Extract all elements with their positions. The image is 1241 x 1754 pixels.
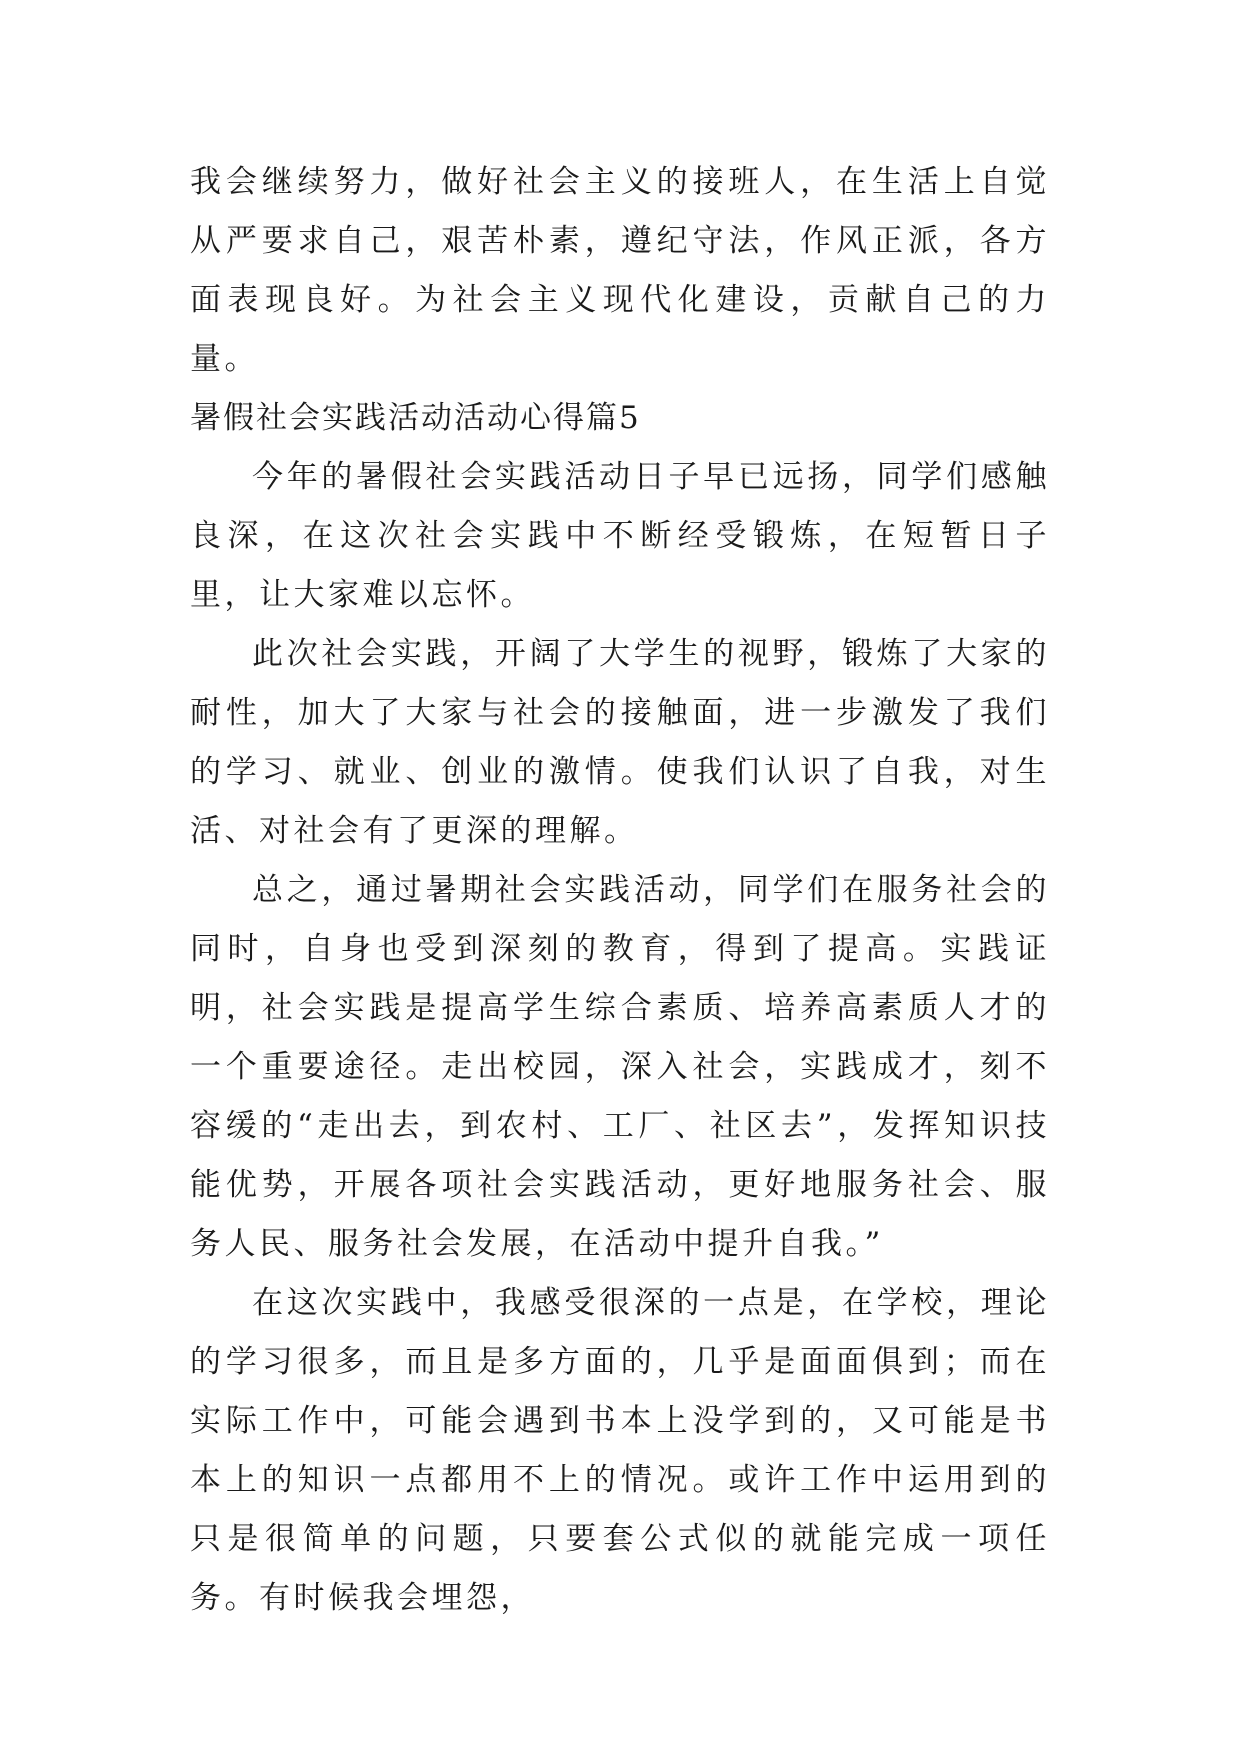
paragraph: 总之，通过暑期社会实践活动，同学们在服务社会的同时，自身也受到深刻的教育，得到了提高。实践证明，社会实践是提高学生综合素质、培养高素质人才的一个重要途径。走出校园，深入社会，实践成才，刻不容缓的“走出去，到农村、工厂、社区去”，发挥知识技能优势，开展各项社会实践活动，更好地服务社会、服务人民、服务社会发展，在活动中提升自我。”: [190, 872, 1050, 1262]
paragraph: 此次社会实践，开阔了大学生的视野，锻炼了大家的耐性，加大了大家与社会的接触面，进一步激发了我们的学习、就业、创业的激情。使我们认识了自我，对生活、对社会有了更深的理解。: [190, 636, 1050, 849]
paragraph: 在这次实践中，我感受很深的一点是，在学校，理论的学习很多，而且是多方面的，几乎是面面俱到；而在实际工作中，可能会遇到书本上没学到的，又可能是书本上的知识一点都用不上的情况。或许工作中运用到的只是很简单的问题，只要套公式似的就能完成一项任务。有时候我会埋怨，: [190, 1285, 1050, 1616]
paragraph: 今年的暑假社会实践活动日子早已远扬，同学们感触良深，在这次社会实践中不断经受锻炼，在短暂日子里，让大家难以忘怀。: [190, 459, 1050, 613]
section-heading: 暑假社会实践活动活动心得篇5: [190, 400, 641, 436]
lead-section: [190, 153, 1050, 389]
essay-section: [190, 389, 1050, 1628]
lead-paragraph: 我会继续努力，做好社会主义的接班人，在生活上自觉从严要求自己，艰苦朴素，遵纪守法，作风正派，各方面表现良好。为社会主义现代化建设，贡献自己的力量。: [190, 164, 1050, 377]
